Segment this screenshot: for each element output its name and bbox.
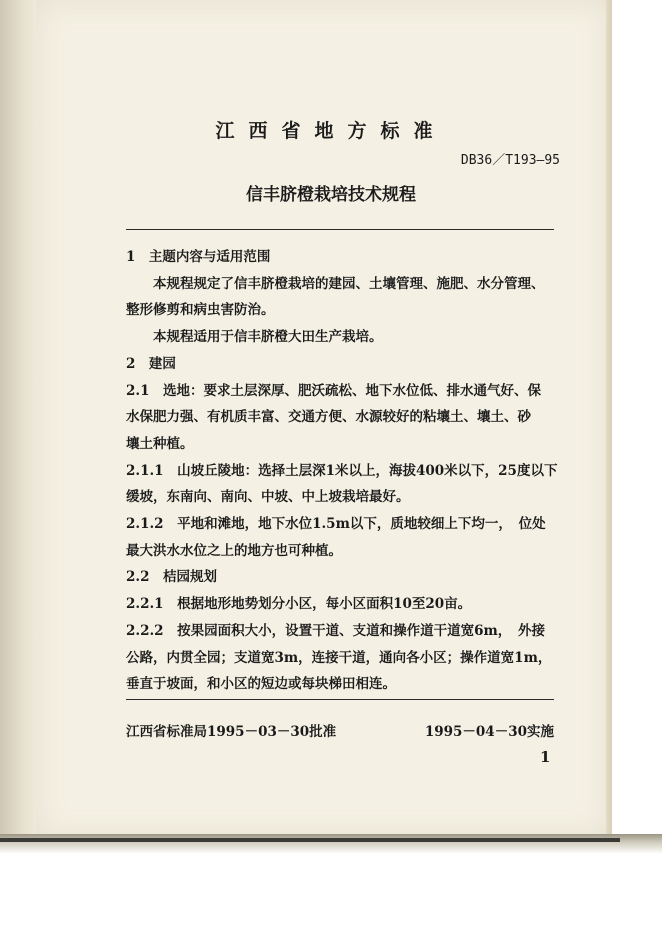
body-line: 2.1.2 平地和滩地，地下水位1.5m以下，质地较细上下均一， 位处 (126, 516, 546, 533)
body-line: 缓坡，东南向、南向、中坡、中上坡栽培最好。 (126, 489, 410, 506)
standard-code: DB36／T193—95 (460, 153, 560, 168)
page-number: 1 (540, 748, 551, 766)
body-line: 最大洪水水位之上的地方也可种植。 (126, 542, 342, 559)
approval-date: 江西省标准局1995－03－30批准 (126, 724, 337, 740)
body-line: 壤土种植。 (126, 435, 194, 452)
body-line: 公路，内贯全园；支道宽3m，连接干道，通向各小区；操作道宽1m， (126, 649, 552, 666)
body-line: 本规程规定了信丰脐橙栽培的建园、土壤管理、施肥、水分管理、 (153, 275, 545, 292)
bottom-shadow (0, 834, 662, 854)
body-line: 2.2.1 根据地形地势划分小区，每小区面积10至20亩。 (126, 596, 472, 613)
body-line: 整形修剪和病虫害防治。 (126, 302, 275, 319)
body-line: 水保肥力强、有机质丰富、交通方便、水源较好的粘壤土、壤土、砂 (126, 409, 531, 426)
body-line: 2.2 桔园规划 (126, 569, 217, 586)
body-line: 2 建园 (126, 355, 176, 372)
body-line: 垂直于坡面，和小区的短边或每块梯田相连。 (126, 676, 396, 693)
body-line: 2.2.2 按果园面积大小，设置干道、支道和操作道干道宽6m， 外接 (126, 622, 546, 639)
body-line: 1 主题内容与适用范围 (126, 249, 271, 265)
bottom-edge-line (0, 838, 620, 842)
implementation-date: 1995－04－30实施 (424, 724, 554, 740)
standard-heading: 江西省地方标准 (215, 120, 447, 142)
bottom-rule (126, 699, 554, 700)
document-title: 信丰脐橙栽培技术规程 (246, 185, 416, 205)
top-rule (126, 229, 554, 230)
body-line: 2.1.1 山坡丘陵地：选择土层深1米以上，海拔400米以下，25度以下 (126, 462, 558, 479)
body-line: 本规程适用于信丰脐橙大田生产栽培。 (153, 329, 383, 346)
document-body (126, 244, 562, 698)
body-line: 2.1 选地：要求土层深厚、肥沃疏松、地下水位低、排水通气好、保 (126, 382, 541, 399)
